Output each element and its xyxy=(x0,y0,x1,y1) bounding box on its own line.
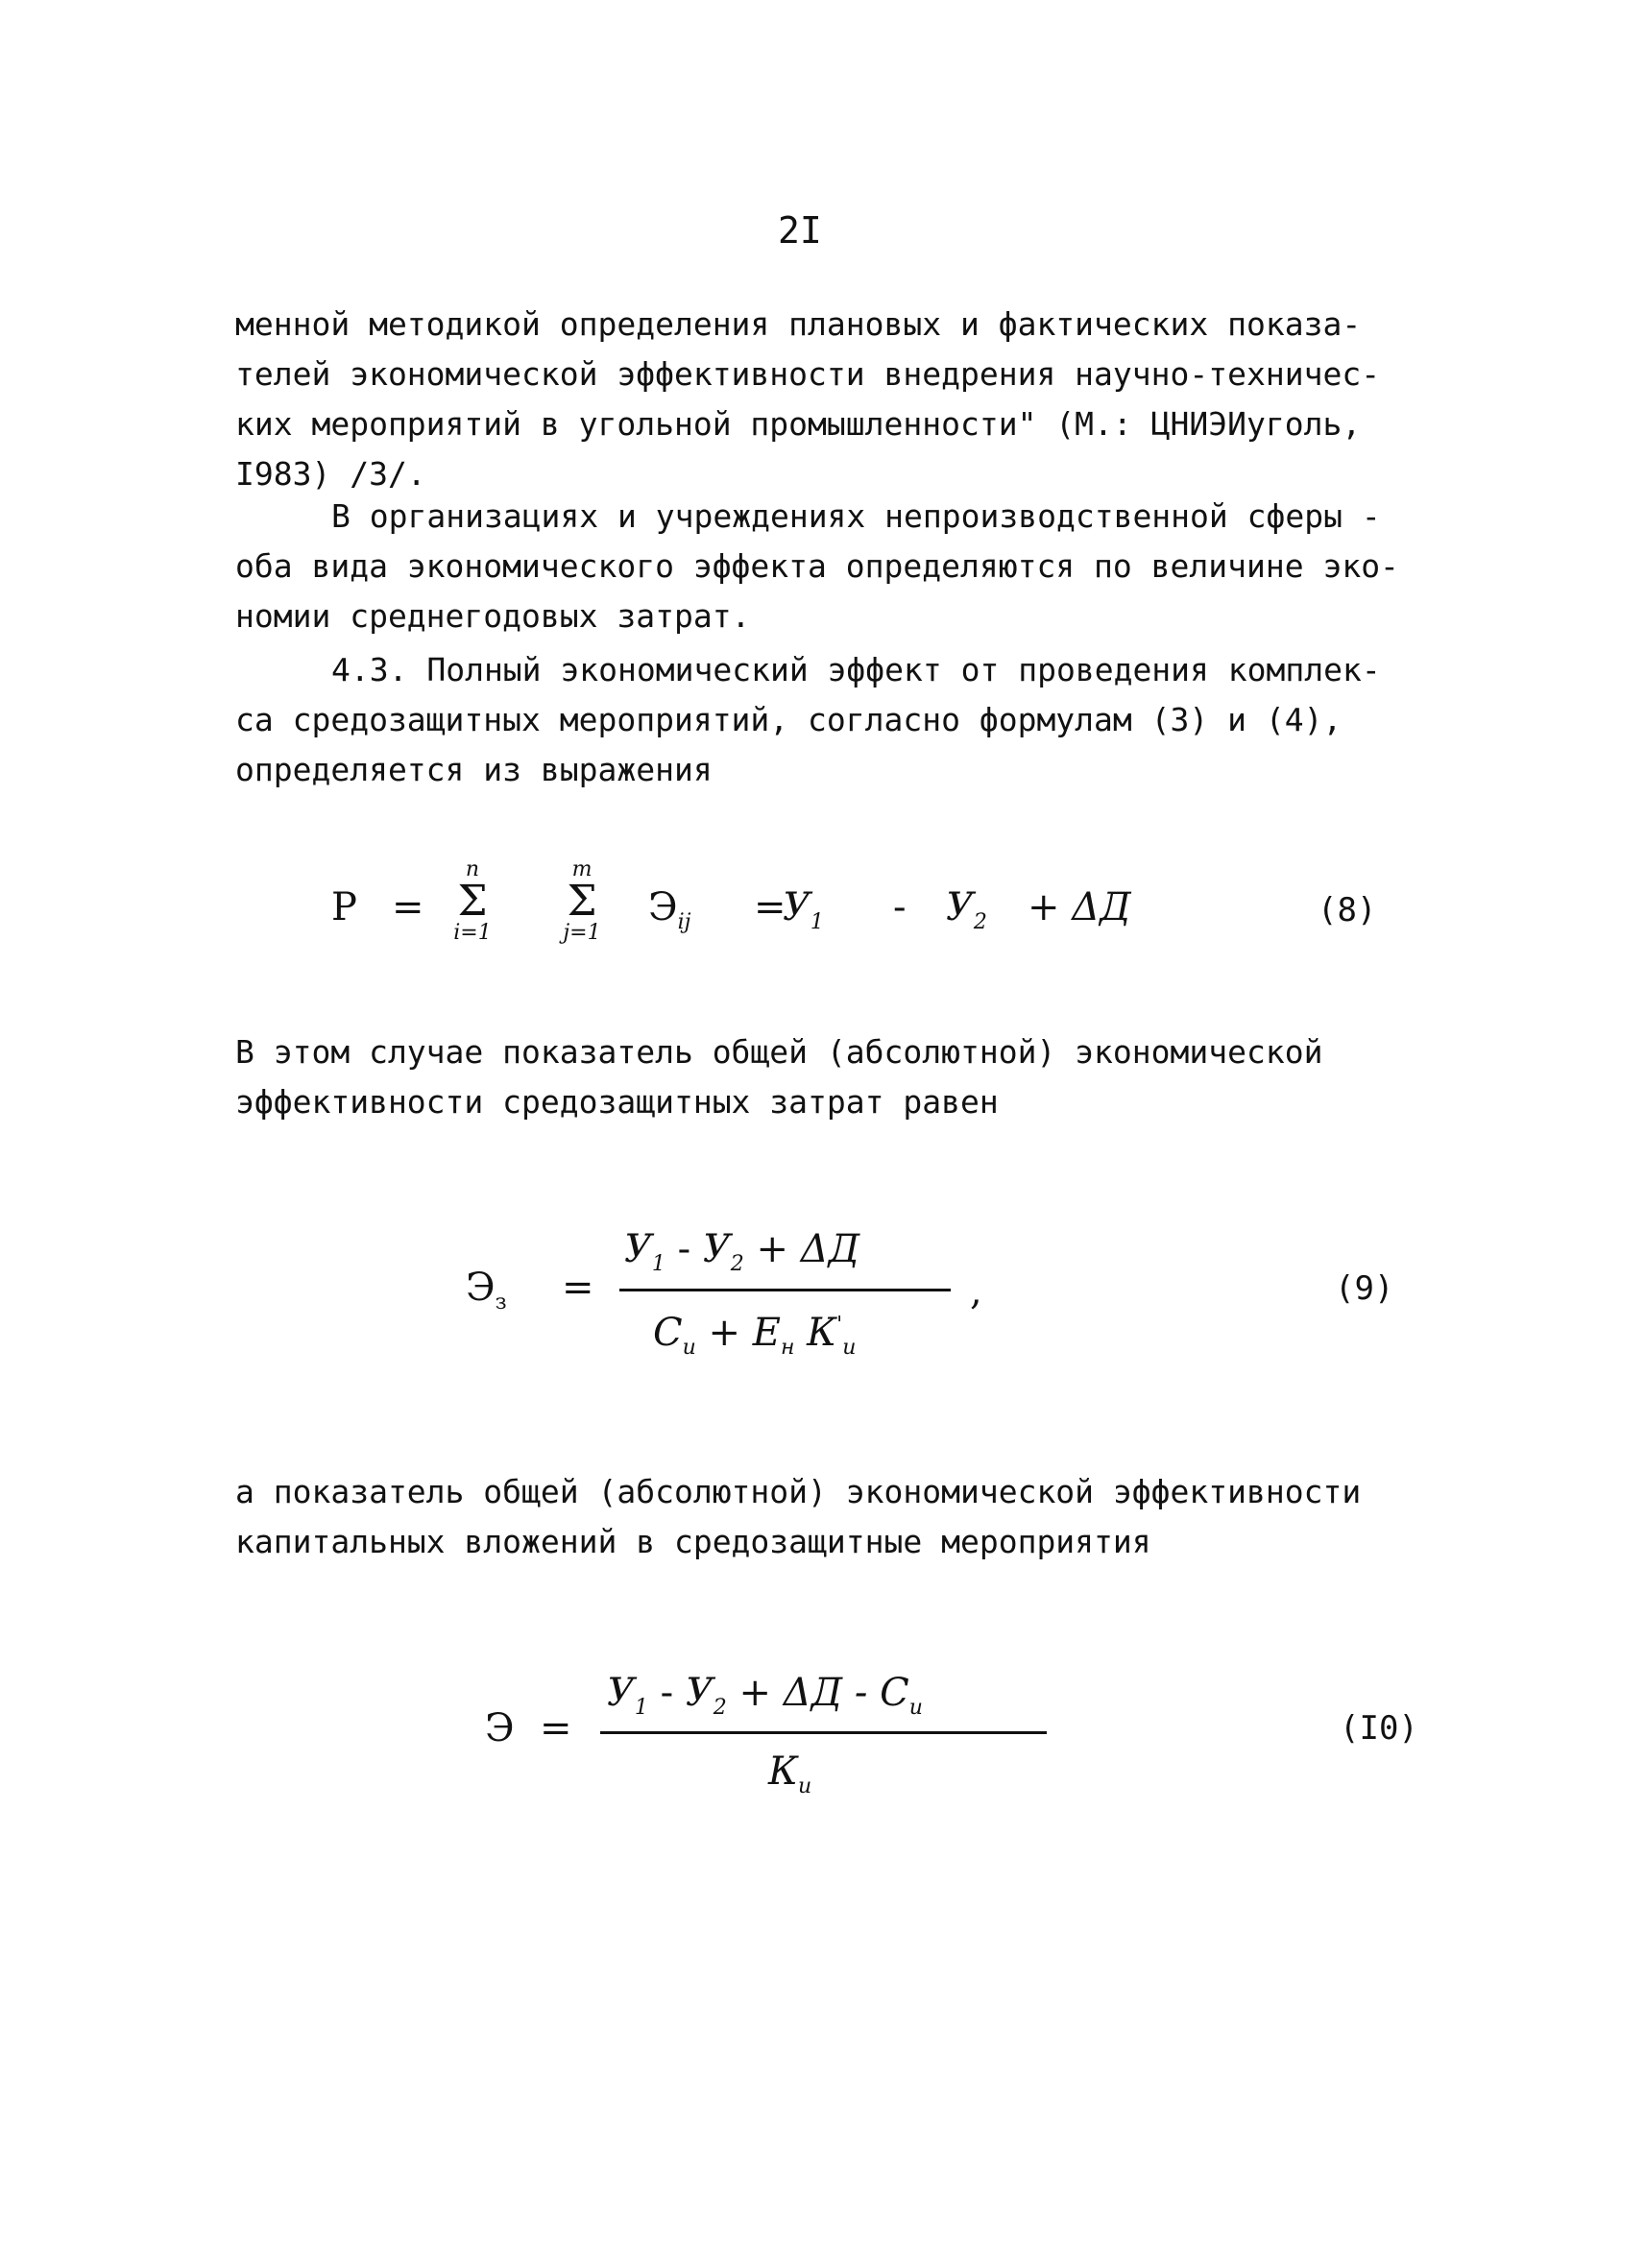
text-line: телей экономической эффективности внедрения научно-техничес- xyxy=(235,355,1381,393)
text-line: I983) /3/. xyxy=(235,455,426,493)
sigma-icon: Σ xyxy=(457,877,488,926)
formula-10-denominator: $К_и$ xyxy=(768,1749,812,1798)
formula-8-plus-delta: + ΔД xyxy=(1028,885,1131,929)
formula-8-term: $Э_{ij}$ xyxy=(648,885,691,934)
paragraph-2 xyxy=(235,492,1426,641)
text-line: а показатель общей (абсолютной) экономической эффективности xyxy=(235,1473,1362,1510)
formula-8-y2: $У_2$ xyxy=(946,885,987,934)
text-line: В организациях и учреждениях непроизводственной сферы - xyxy=(331,497,1381,535)
fraction-line xyxy=(619,1289,951,1291)
paragraph-3 xyxy=(235,645,1426,795)
formula-10-equals: = xyxy=(540,1706,572,1750)
page-number: 2I xyxy=(778,209,822,252)
text-line: капитальных вложений в средозащитные мероприятия xyxy=(235,1523,1151,1560)
text-line: ких мероприятий в угольной промышленности" (М.: ЦНИЭИуголь, xyxy=(235,405,1362,443)
formula-9-lhs: $Э_з$ xyxy=(466,1266,507,1315)
sum-operator-j xyxy=(553,859,611,944)
sum-upper-limit: m xyxy=(571,857,593,881)
formula-8-minus: - xyxy=(893,885,907,929)
formula-9-comma: , xyxy=(970,1269,982,1314)
text-line: оба вида экономического эффекта определяются по величине эко- xyxy=(235,547,1399,585)
formula-10-numerator: $У_1 - У_2 + \Delta Д - С_и$ xyxy=(607,1671,923,1720)
equation-number-8: (8) xyxy=(1318,891,1377,929)
text-line: номии среднегодовых затрат. xyxy=(235,597,751,635)
sum-lower-limit: i=1 xyxy=(453,921,492,945)
formula-8-lhs: P xyxy=(331,885,357,929)
formula-8-equals-2: = xyxy=(754,885,786,929)
text-line: определяется из выражения xyxy=(235,751,713,788)
equation-number-10: (I0) xyxy=(1340,1709,1418,1748)
sum-operator-i xyxy=(444,859,501,944)
formula-9-denominator: $С_и + Е_н$ $К'_и$ xyxy=(653,1311,857,1360)
sigma-icon: Σ xyxy=(567,877,597,926)
text-line: 4.3. Полный экономический эффект от проведения комплек- xyxy=(331,651,1381,688)
text-line: В этом случае показатель общей (абсолютной) экономической xyxy=(235,1033,1323,1071)
formula-8-y1: $У_1$ xyxy=(783,885,824,934)
paragraph-4 xyxy=(235,1027,1426,1127)
fraction-line xyxy=(600,1731,1047,1734)
paragraph-5 xyxy=(235,1467,1426,1567)
formula-10-lhs: Э xyxy=(485,1706,515,1750)
text-line: эффективности средозащитных затрат равен xyxy=(235,1083,999,1121)
sum-upper-limit: n xyxy=(465,857,480,881)
sum-lower-limit: j=1 xyxy=(563,921,601,945)
equation-number-9: (9) xyxy=(1335,1269,1394,1308)
formula-9-equals: = xyxy=(562,1266,594,1310)
formula-8-equals: = xyxy=(392,885,424,929)
formula-9-numerator: $У_1 - У_2 + \Delta Д$ xyxy=(624,1227,860,1276)
paragraph-1 xyxy=(235,300,1426,499)
text-line: са средозащитных мероприятий, согласно формулам (3) и (4), xyxy=(235,701,1343,738)
text-line: менной методикой определения плановых и фактических показа- xyxy=(235,305,1362,343)
